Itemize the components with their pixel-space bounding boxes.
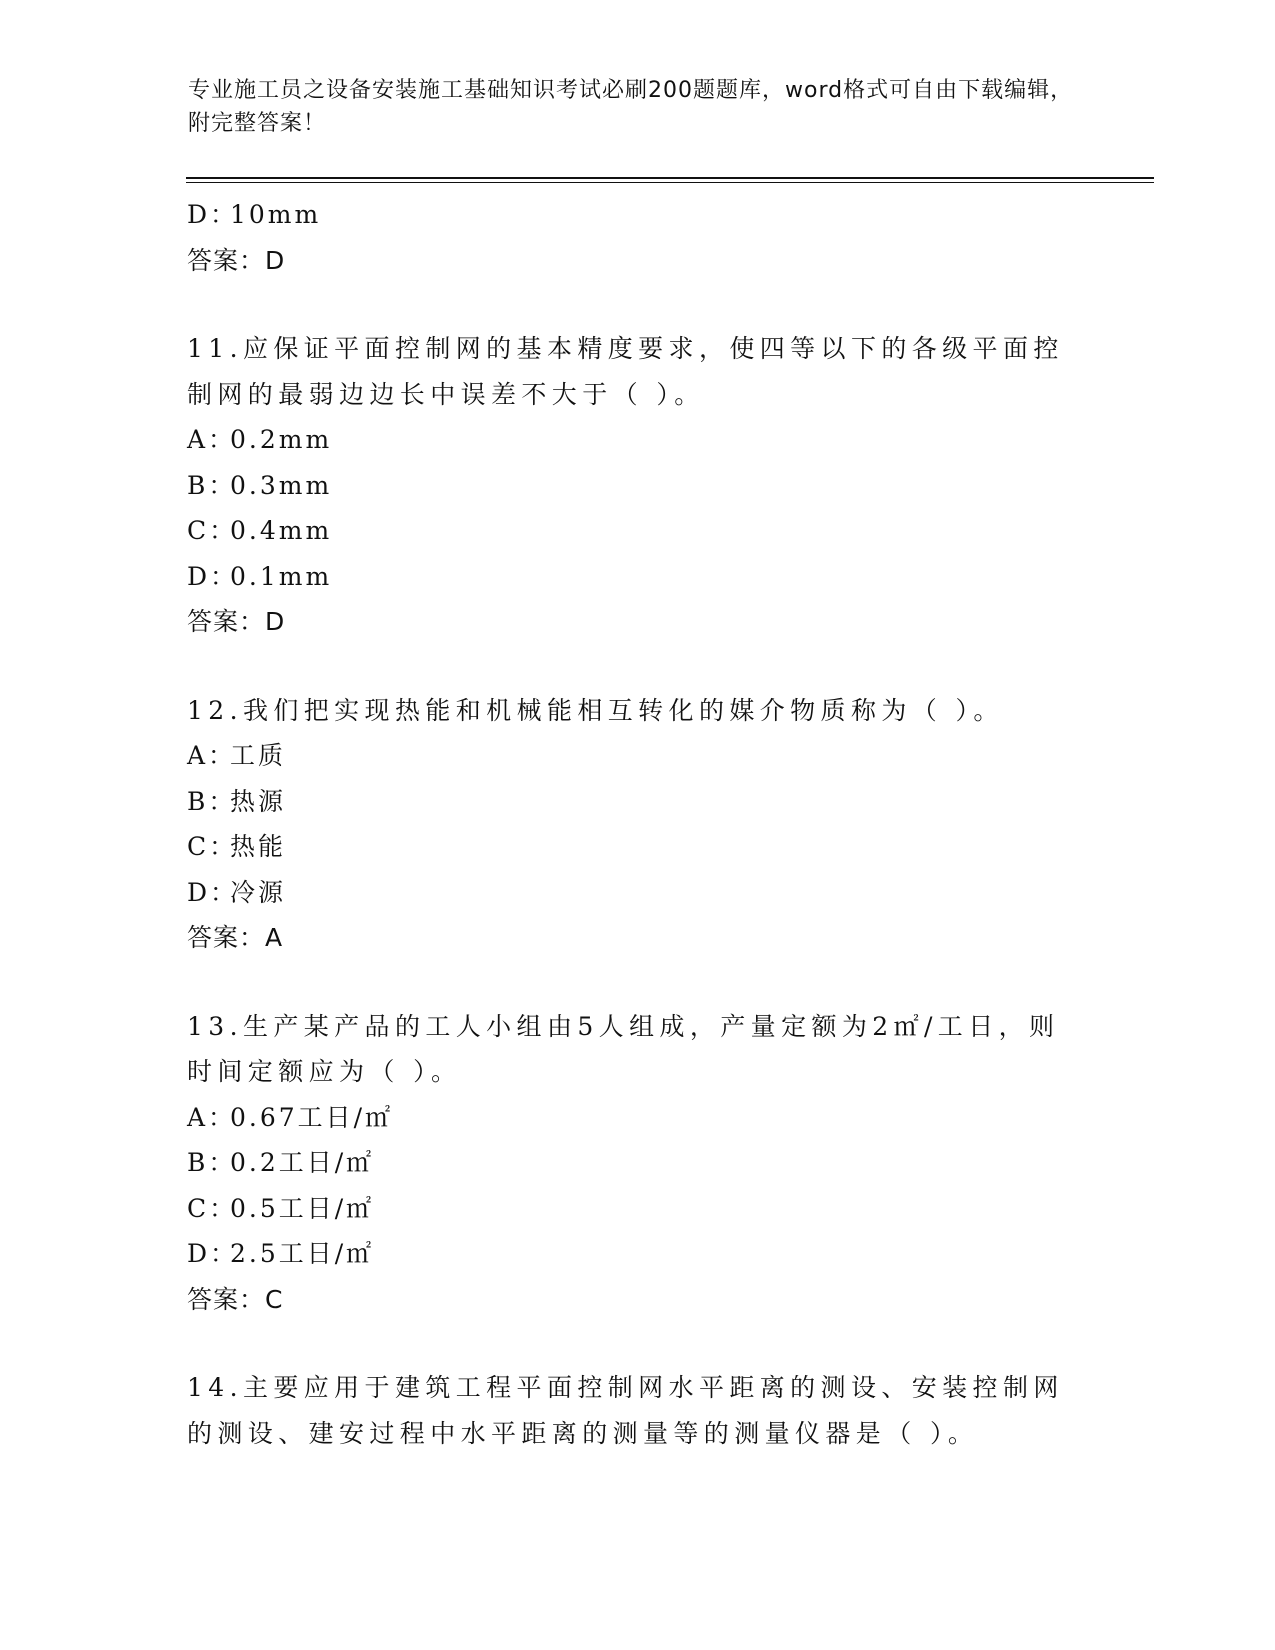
- option-text: 热源: [230, 786, 287, 816]
- option-text: 0.5工日/㎡: [230, 1193, 375, 1223]
- option-line: [187, 508, 1087, 554]
- answer-value: A: [265, 923, 284, 952]
- answer-line: [187, 238, 1087, 284]
- option-text: 0.2mm: [230, 425, 333, 454]
- option-line: [187, 192, 1087, 238]
- option-text: 0.4mm: [230, 516, 333, 545]
- option-line: [187, 417, 1087, 463]
- option-label: C：: [187, 516, 238, 545]
- option-line: [187, 733, 1087, 779]
- option-label: D：: [187, 561, 239, 591]
- option-line: [187, 1095, 1087, 1141]
- header-rule-thick: [186, 177, 1154, 179]
- option-label: A：: [187, 741, 237, 770]
- option-line: [187, 1231, 1087, 1277]
- option-text: 热能: [230, 832, 287, 861]
- document-header: 专业施工员之设备安装施工基础知识考试必刷200题题库，word格式可自由下载编辑，附完整答案！: [188, 78, 1074, 136]
- header-rule-thin: [186, 182, 1154, 183]
- answer-value: C: [265, 1284, 284, 1314]
- option-line: [187, 1186, 1087, 1232]
- answer-line: [187, 599, 1087, 645]
- option-text: 10mm: [230, 200, 322, 229]
- answer-line: [187, 1277, 1087, 1323]
- question-stem: 14.主要应用于建筑工程平面控制网水平距离的测设、安装控制网的测设、建安过程中水平距离的测量等的测量仪器是（ ）。: [187, 1373, 1064, 1448]
- question-stem: 13.生产某产品的工人小组由5人组成，产量定额为2㎡/工日，则时间定额应为（ ）。: [187, 1011, 1060, 1086]
- option-label: B：: [187, 1148, 237, 1177]
- option-text: 0.2工日/㎡: [230, 1148, 375, 1177]
- question-stem: 11.应保证平面控制网的基本精度要求，使四等以下的各级平面控制网的最弱边边长中误差不大于（ ）。: [187, 334, 1064, 409]
- option-label: D：: [187, 1239, 239, 1268]
- option-line: [187, 463, 1087, 509]
- answer-value: D: [265, 245, 286, 275]
- answer-line: [187, 915, 1087, 961]
- option-text: 0.67工日/㎡: [230, 1102, 394, 1132]
- answer-prefix: 答案：: [187, 1284, 266, 1314]
- option-label: C：: [187, 1193, 238, 1223]
- option-label: D：: [187, 200, 239, 229]
- question-list: [187, 192, 1087, 1456]
- option-text: 2.5工日/㎡: [230, 1239, 375, 1268]
- answer-prefix: 答案：: [187, 923, 266, 952]
- answer-value: D: [265, 607, 286, 636]
- answer-prefix: 答案：: [187, 607, 266, 636]
- option-line: [187, 554, 1087, 600]
- option-text: 冷源: [230, 877, 287, 907]
- answer-prefix: 答案：: [187, 245, 266, 275]
- question-stem: 12.我们把实现热能和机械能相互转化的媒介物质称为（ ）。: [187, 695, 1004, 725]
- option-line: [187, 870, 1087, 916]
- option-line: [187, 1140, 1087, 1186]
- option-label: A：: [187, 425, 237, 454]
- option-label: A：: [187, 1102, 237, 1132]
- option-line: [187, 824, 1087, 870]
- option-text: 工质: [230, 741, 287, 770]
- option-line: [187, 779, 1087, 825]
- option-label: B：: [187, 786, 237, 816]
- option-text: 0.1mm: [230, 561, 333, 591]
- option-label: C：: [187, 832, 238, 861]
- option-label: D：: [187, 877, 239, 907]
- option-label: B：: [187, 470, 237, 500]
- option-text: 0.3mm: [230, 470, 333, 500]
